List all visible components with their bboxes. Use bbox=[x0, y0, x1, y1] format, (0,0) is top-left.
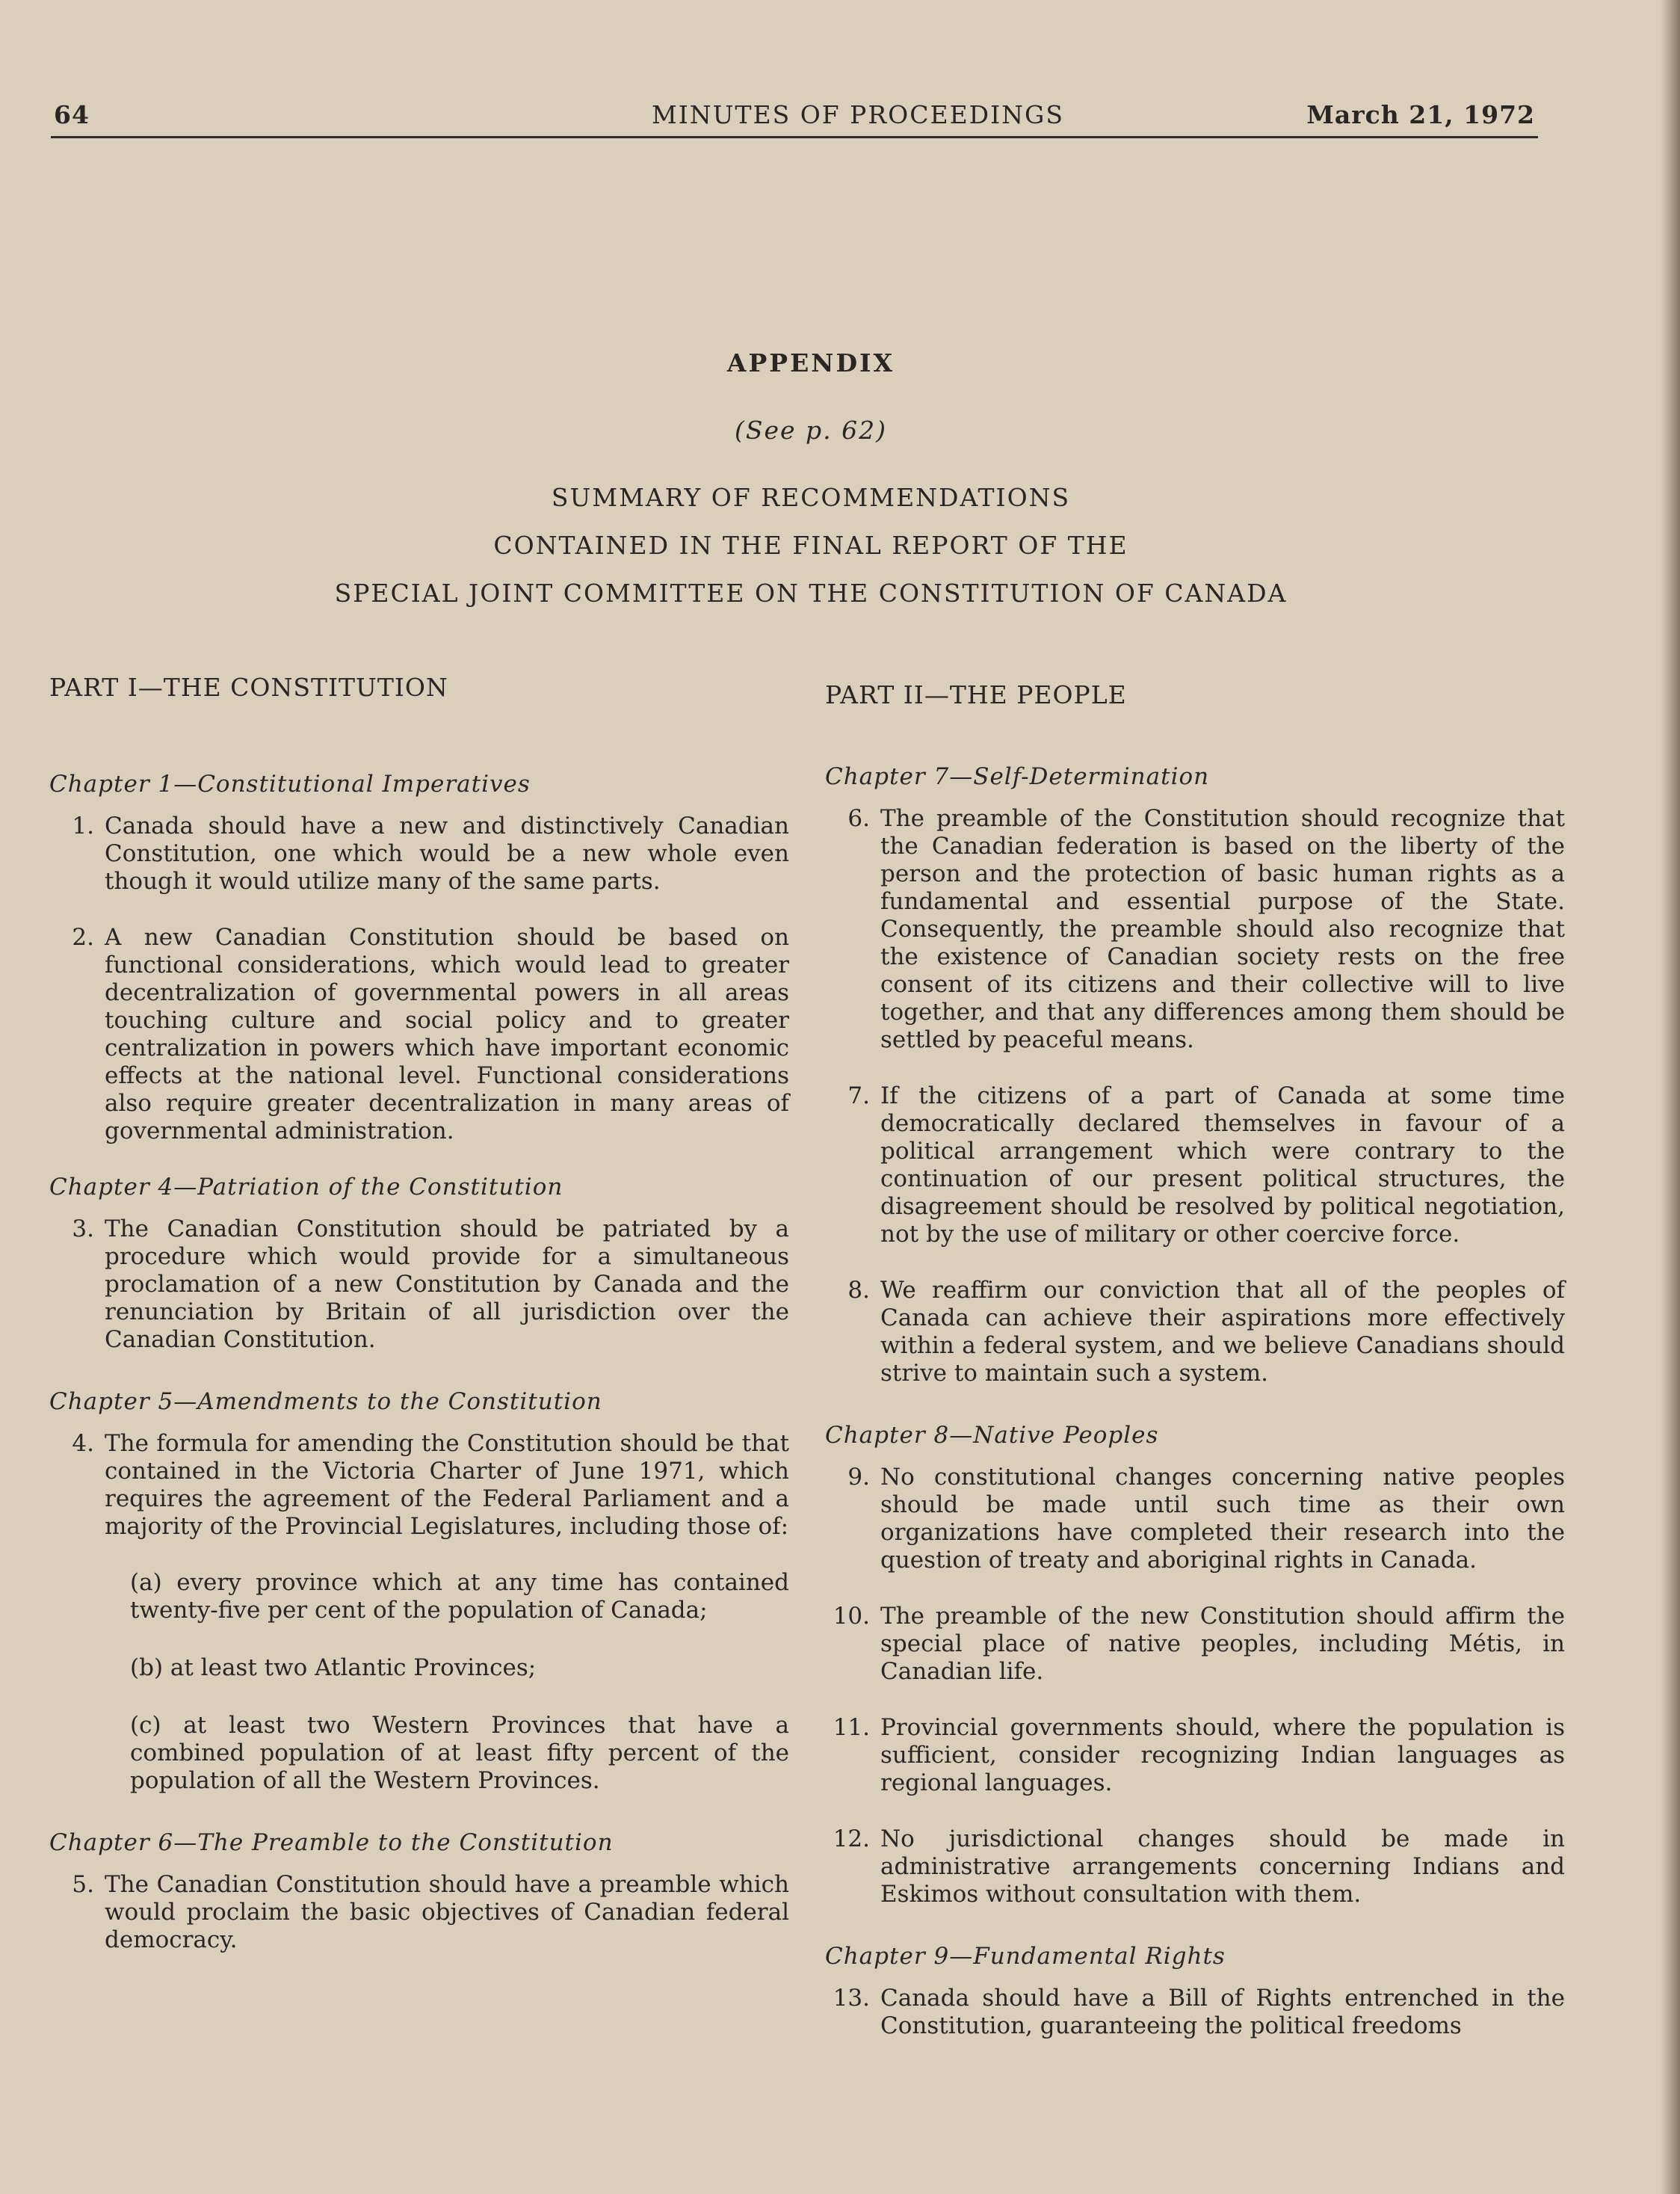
recommendation-item bbox=[49, 1871, 789, 1954]
page-edge-shadow bbox=[1661, 0, 1680, 2194]
item-number: 7. bbox=[847, 1082, 870, 1109]
sub-item: (c) at least two Western Provinces that have a combined population of at least fifty percent of the population of all the Western Provinces. bbox=[130, 1712, 789, 1794]
item-number: 10. bbox=[833, 1603, 870, 1630]
recommendation-item bbox=[825, 1603, 1565, 1686]
appendix-title: APPENDIX bbox=[726, 348, 895, 378]
item-number: 5. bbox=[72, 1871, 94, 1898]
part-heading: PART I—THE CONSTITUTION bbox=[49, 673, 448, 702]
recommendation-item bbox=[825, 1464, 1565, 1574]
recommendation-item bbox=[49, 813, 789, 896]
item-number: 1. bbox=[72, 813, 94, 839]
sub-item: (a) every province which at any time has contained twenty-five per cent of the population of Canada; bbox=[130, 1569, 789, 1624]
chapter-heading: Chapter 6—The Preamble to the Constitution bbox=[49, 1829, 614, 1856]
summary-title-line-2: CONTAINED IN THE FINAL REPORT OF THE bbox=[493, 531, 1128, 560]
sub-item: (b) at least two Atlantic Provinces; bbox=[130, 1654, 537, 1681]
item-text: A new Canadian Constitution should be based on functional considerations, which would lead to greater decentralization of governmental powers in all areas touching culture and social policy and to greater centralization in powers which have important economic effects at the national level. Functional considerations also require greater decentralization in many areas of governmental administration. bbox=[105, 924, 789, 1144]
recommendation-item bbox=[825, 1714, 1565, 1797]
item-number: 8. bbox=[847, 1277, 870, 1304]
recommendation-item bbox=[825, 1277, 1565, 1387]
see-page-reference: (See p. 62) bbox=[735, 416, 887, 445]
chapter-heading: Chapter 1—Constitutional Imperatives bbox=[49, 771, 531, 798]
running-head-title: MINUTES OF PROCEEDINGS bbox=[651, 100, 1065, 129]
item-number: 2. bbox=[72, 924, 94, 951]
chapter-heading: Chapter 9—Fundamental Rights bbox=[825, 1943, 1226, 1970]
right-column bbox=[825, 673, 1565, 2068]
item-text: No jurisdictional changes should be made in administrative arrangements concerning Indians and Eskimos without consultation with them. bbox=[880, 1825, 1565, 1908]
item-number: 9. bbox=[847, 1464, 870, 1491]
item-text: The Canadian Constitution should have a preamble which would proclaim the basic objectives of Canadian federal democracy. bbox=[105, 1871, 789, 1953]
item-text: No constitutional changes concerning native peoples should be made until such time as their own organizations have completed their research into the question of treaty and aboriginal rights in Canada. bbox=[880, 1464, 1565, 1574]
item-text: The formula for amending the Constitution should be that contained in the Victoria Charter of June 1971, which requires the agreement of the Federal Parliament and a majority of the Provincial Legislatures, including those of: bbox=[105, 1430, 789, 1540]
recommendation-item bbox=[825, 1985, 1565, 2040]
item-text: The Canadian Constitution should be patriated by a procedure which would provide for a simultaneous proclamation of a new Constitution by Canada and the renunciation by Britain of all jurisdiction over the Canadian Constitution. bbox=[105, 1215, 789, 1353]
recommendation-item bbox=[825, 805, 1565, 1054]
left-column bbox=[49, 673, 789, 1982]
recommendation-item bbox=[49, 924, 789, 1145]
item-number: 4. bbox=[72, 1430, 94, 1457]
item-text: Canada should have a new and distinctively Canadian Constitution, one which would be a new whole even though it would utilize many of the same parts. bbox=[105, 813, 789, 895]
chapter-heading: Chapter 5—Amendments to the Constitution bbox=[49, 1388, 602, 1415]
item-number: 12. bbox=[833, 1825, 870, 1852]
item-number: 3. bbox=[72, 1215, 94, 1242]
item-text: The preamble of the Constitution should recognize that the Canadian federation is based on the liberty of the person and the protection of basic human rights as a fundamental and essential purpose of the State. Consequently, the preamble should also recognize that the existence of Canadian society rests on the free consent of its citizens and their collective will to live together, and that any differences among them should be settled by peaceful means. bbox=[880, 805, 1565, 1053]
item-number: 11. bbox=[833, 1714, 870, 1741]
item-text: Canada should have a Bill of Rights entrenched in the Constitution, guaranteeing the political freedoms bbox=[880, 1985, 1565, 2039]
recommendation-item bbox=[825, 1082, 1565, 1248]
item-text: The preamble of the new Constitution should affirm the special place of native peoples, including Métis, in Canadian life. bbox=[880, 1603, 1565, 1685]
item-text: We reaffirm our conviction that all of the peoples of Canada can achieve their aspirations more effectively within a federal system, and we believe Canadians should strive to maintain such a system. bbox=[880, 1277, 1565, 1387]
item-text: If the citizens of a part of Canada at some time democratically declared themselves in favour of a political arrangement which were contrary to the continuation of our present political structures, the disagreement should be resolved by political negotiation, not by the use of military or other coercive force. bbox=[880, 1082, 1565, 1248]
page-number: 64 bbox=[54, 100, 90, 129]
item-number: 13. bbox=[833, 1985, 870, 2012]
item-text: Provincial governments should, where the population is sufficient, consider recognizing Indian languages as regional languages. bbox=[880, 1714, 1565, 1796]
summary-title-line-1: SUMMARY OF RECOMMENDATIONS bbox=[551, 483, 1071, 512]
running-head-date: March 21, 1972 bbox=[1306, 100, 1535, 129]
item-number: 6. bbox=[847, 805, 870, 832]
part-heading: PART II—THE PEOPLE bbox=[825, 680, 1127, 709]
summary-title-line-3: SPECIAL JOINT COMMITTEE ON THE CONSTITUTION OF CANADA bbox=[334, 579, 1288, 608]
running-head bbox=[51, 99, 1538, 138]
recommendation-item bbox=[49, 1430, 789, 1541]
chapter-heading: Chapter 8—Native Peoples bbox=[825, 1422, 1159, 1449]
recommendation-item bbox=[49, 1215, 789, 1354]
recommendation-item bbox=[825, 1825, 1565, 1908]
chapter-heading: Chapter 7—Self-Determination bbox=[825, 763, 1210, 790]
chapter-heading: Chapter 4—Patriation of the Constitution bbox=[49, 1174, 563, 1201]
